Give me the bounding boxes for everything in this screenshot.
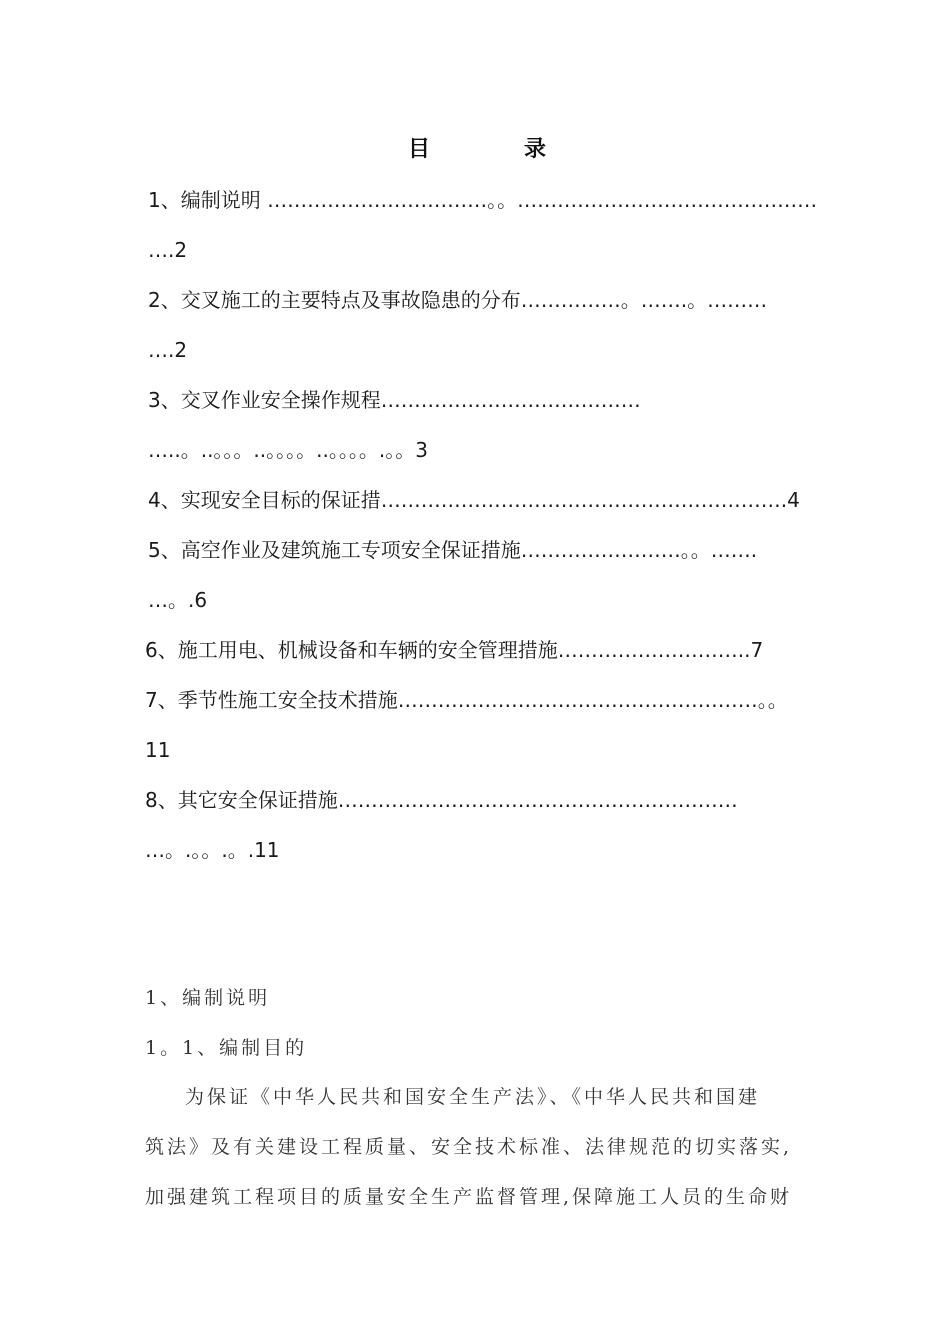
paragraph-line-3: 加强建筑工程项目的质量安全生产监督管理,保障施工人员的生命财	[145, 1186, 793, 1208]
subsection-heading: 1。1、编制目的	[145, 1037, 308, 1059]
paragraph-line-2: 筑法》及有关建设工程质量、安全技术标准、法律规范的切实落实,	[145, 1136, 793, 1158]
toc-entry-1: 1、编制说明 ……………………………。。………………………………………	[148, 188, 818, 212]
section-heading: 1、编制说明	[145, 987, 271, 1009]
toc-entry-2: 2、交叉施工的主要特点及事故隐患的分布……………。…….。………	[148, 288, 768, 312]
toc-entry-8-page: …。.。。.。.11	[145, 838, 280, 862]
toc-entry-2-page: ….2	[148, 338, 188, 362]
toc-entry-4: 4、实现安全目标的保证措…………………………………………………….4	[148, 488, 800, 512]
toc-entry-7-page: 11	[145, 738, 171, 762]
toc-entry-3: 3、交叉作业安全操作规程…………………………………	[148, 388, 641, 412]
toc-entry-3-page: …..。..。。。..。。。。..。。。。.。。3	[148, 438, 428, 462]
toc-entry-8: 8、其它安全保证措施……………………………………………………	[145, 788, 738, 812]
paragraph-line-1: 为保证《中华人民共和国安全生产法》、《中华人民共和国建	[185, 1086, 761, 1108]
toc-entry-1-page: ….2	[148, 238, 188, 262]
toc-title: 目 录	[407, 137, 582, 162]
toc-entry-7: 7、季节性施工安全技术措施………………………………………………。。	[145, 688, 788, 712]
toc-entry-6: 6、施工用电、机械设备和车辆的安全管理措施………………………..7	[145, 638, 764, 662]
toc-entry-5: 5、高空作业及建筑施工专项安全保证措施……………………。。…….	[148, 538, 758, 562]
toc-entry-5-page: …。.6	[148, 588, 208, 612]
